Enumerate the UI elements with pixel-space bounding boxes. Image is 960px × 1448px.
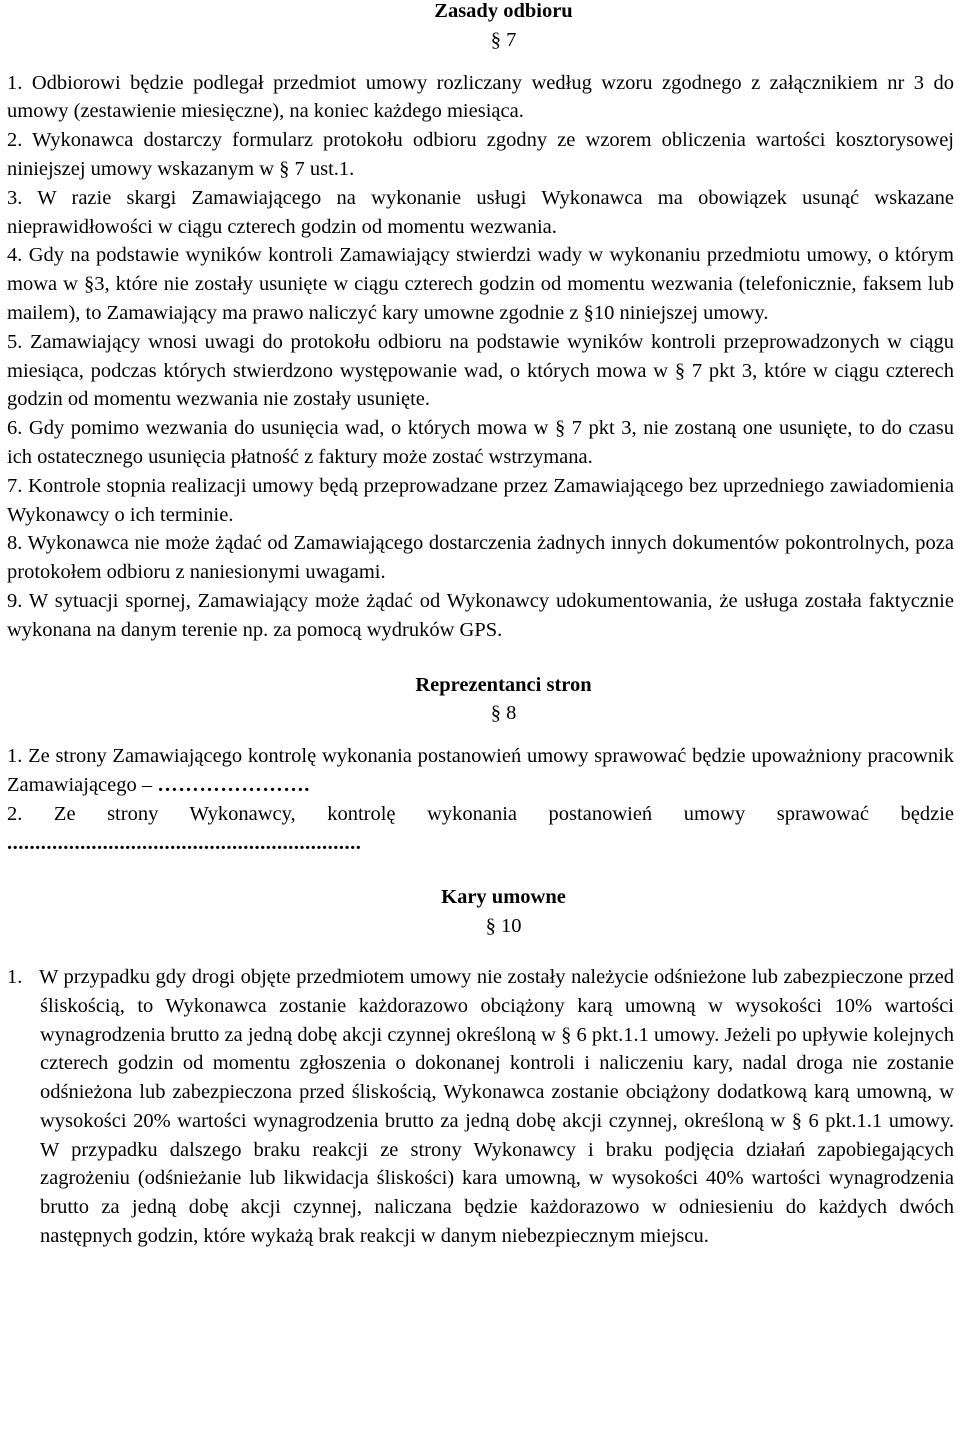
item-number: 2. bbox=[7, 129, 23, 152]
blank-fill-line: ............................................................... bbox=[7, 831, 362, 854]
list-item bbox=[7, 472, 954, 530]
item-number: 4. bbox=[7, 244, 23, 267]
item-text: Ze strony Wykonawcy, kontrolę wykonania postanowień umowy sprawować będzie bbox=[53, 802, 954, 825]
item-number: 8. bbox=[7, 532, 23, 555]
list-item bbox=[7, 742, 954, 800]
list-item bbox=[7, 800, 954, 858]
item-number: 2. bbox=[7, 802, 23, 825]
item-text: W sytuacji spornej, Zamawiający może żądać od Wykonawcy udokumentowania, że usługa została faktycznie wykonana na danym terenie np. za pomocą wydruków GPS. bbox=[7, 589, 954, 641]
item-text: Wykonawca dostarczy formularz protokołu odbioru zgodny ze wzorem obliczenia wartości kosztorysowej niniejszej umowy wskazanym w § 7 ust.1. bbox=[7, 129, 954, 180]
section-title: Kary umowne bbox=[441, 886, 566, 909]
blank-fill-line: …………………. bbox=[157, 773, 310, 796]
item-text: Wykonawca nie może żądać od Zamawiającego dostarczenia żadnych innych dokumentów pokontrolnych, poza protokołem odbioru z naniesionymi uwagami. bbox=[7, 532, 954, 584]
section-reprezentanci-stron bbox=[7, 671, 954, 858]
list-item bbox=[7, 963, 954, 1251]
list-item bbox=[7, 414, 954, 472]
item-number: 3. bbox=[7, 186, 23, 209]
item-text: Ze strony Zamawiającego kontrolę wykonania postanowień umowy sprawować będzie upoważniony pracownik Zamawiającego – bbox=[7, 745, 955, 796]
item-text: Odbiorowi będzie podlegał przedmiot umowy rozliczany według wzoru zgodnego z załącznikiem nr 3 do umowy (zestawienie miesięczne), na koniec każdego miesiąca. bbox=[7, 71, 955, 123]
list-item bbox=[7, 529, 954, 587]
list-item bbox=[7, 69, 954, 127]
section-zasady-odbioru bbox=[7, 0, 954, 645]
item-number: 6. bbox=[7, 417, 23, 440]
item-text: W razie skargi Zamawiającego na wykonanie usługi Wykonawca ma obowiązek usunąć wskazane nieprawidłowości w ciągu czterech godzin od momentu wezwania. bbox=[7, 186, 954, 238]
numbered-list bbox=[7, 742, 954, 857]
item-number: 9. bbox=[7, 589, 23, 612]
paragraph-number: § 10 bbox=[485, 915, 522, 938]
paragraph-number: § 8 bbox=[490, 702, 517, 725]
section-title: Zasady odbioru bbox=[434, 0, 573, 22]
list-item bbox=[7, 126, 954, 184]
numbered-list bbox=[7, 69, 954, 645]
section-kary-umowne bbox=[7, 883, 954, 1251]
item-number: 1. bbox=[7, 745, 23, 768]
item-text: Gdy na podstawie wyników kontroli Zamawiający stwierdzi wady w wykonaniu przedmiotu umowy, o którym mowa w §3, które nie zostały usunięte w ciągu czterech godzin od momentu wezwania (telefonicznie, faksem lub mailem), to Zamawiający ma prawo naliczyć kary umowne zgodnie z §10 niniejszej umowy. bbox=[7, 244, 955, 324]
item-text: Gdy pomimo wezwania do usunięcia wad, o których mowa w § 7 pkt 3, nie zostaną one usunięte, to do czasu ich ostatecznego usunięcia płatność z faktury może zostać wstrzymana. bbox=[7, 417, 954, 468]
list-item bbox=[7, 241, 954, 327]
list-item bbox=[7, 328, 954, 414]
item-number: 5. bbox=[7, 330, 23, 353]
numbered-list bbox=[7, 963, 954, 1251]
item-number: 1. bbox=[7, 965, 23, 988]
list-item bbox=[7, 184, 954, 242]
paragraph-number: § 7 bbox=[490, 28, 517, 51]
list-item bbox=[7, 587, 954, 645]
item-text: Zamawiający wnosi uwagi do protokołu odbioru na podstawie wyników kontroli przeprowadzonych w ciągu miesiąca, podczas których stwierdzono występowanie wad, o których mowa w § 7 pkt 3, które w ciągu czterech godzin od momentu wezwania nie zostały usunięte. bbox=[7, 330, 955, 411]
item-text: W przypadku gdy drogi objęte przedmiotem umowy nie zostały należycie odśnieżone lub zabezpieczone przed śliskością, to Wykonawca zostanie każdorazowo obciążony karą umowną w wysokości 10% wartości wynagrodzenia brutto za jedną dobę akcji czynnej określoną w § 6 pkt.1.1 umowy. Jeżeli po upływie kolejnych czterech godzin od momentu zgłoszenia o dokonanej kontroli i naliczeniu kary, nadal droga nie zostanie odśnieżona lub zabezpieczona przed śliskością, Wykonawca zostanie obciążony dodatkową karą umowną, w wysokości 20% wartości wynagrodzenia brutto za jedną dobę akcji czynnej, określoną w § 6 pkt.1.1 umowy. W przypadku dalszego braku reakcji ze strony Wykonawcy i braku podjęcia działań zapobiegających zagrożeniu (odśnieżanie lub likwidacja śliskości) kara umowną, w wysokości 40% wartości wynagrodzenia brutto za jedną dobę akcji czynnej, naliczana będzie każdorazowo w odniesieniu do każdych dwóch następnych godzin, które wykażą brak reakcji w danym niebezpiecznym miejscu. bbox=[38, 965, 955, 1248]
section-title: Reprezentanci stron bbox=[415, 673, 592, 696]
item-number: 7. bbox=[7, 474, 23, 497]
item-text: Kontrole stopnia realizacji umowy będą przeprowadzane przez Zamawiającego bez uprzedniego zawiadomienia Wykonawcy o ich terminie. bbox=[7, 474, 955, 526]
item-number: 1. bbox=[7, 71, 23, 94]
